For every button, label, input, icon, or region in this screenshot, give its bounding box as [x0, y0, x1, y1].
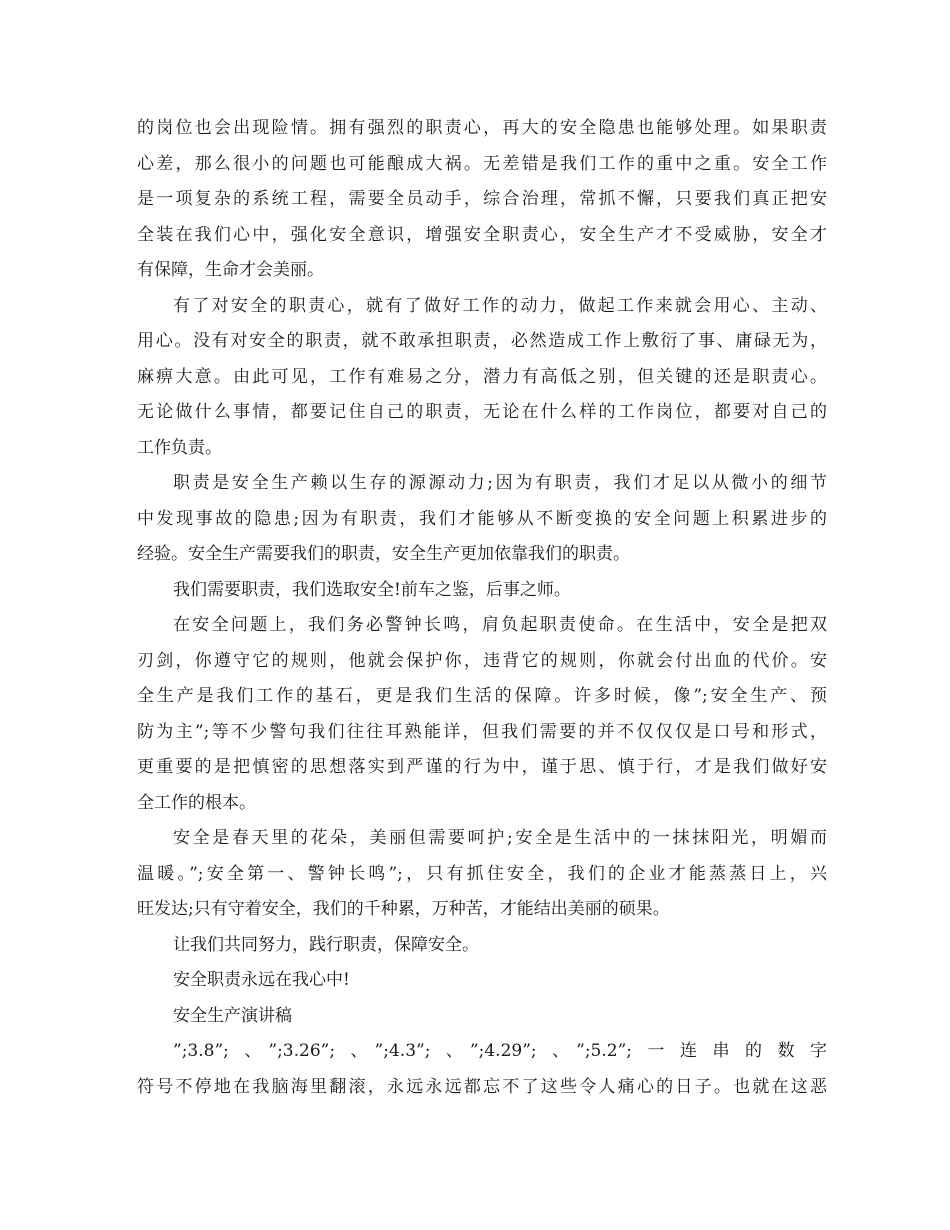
text-line: 全生产是我们工作的基石，更是我们生活的保障。许多时候，像”;安全生产、预 — [137, 686, 827, 706]
text-line: 安全是春天里的花朵，美丽但需要呵护;安全是生活中的一抹抹阳光，明媚而 — [173, 828, 827, 848]
text-line: 心差，那么很小的问题也可能酿成大祸。无差错是我们工作的重中之重。安全工作 — [137, 153, 827, 174]
text-line: 刃剑，你遵守它的规则，他就会保护你，违背它的规则，你就会付出血的代价。安 — [137, 650, 827, 671]
text-line: 全工作的根本。 — [137, 792, 256, 813]
text-line: 旺发达;只有守着安全，我们的千种累，万种苦，才能结出美丽的硕果。 — [137, 899, 670, 919]
text-line: 无论做什么事情，都要记住自己的职责，无论在什么样的工作岗位，都要对自己的 — [137, 402, 827, 422]
text-line: 中发现事故的隐患;因为有职责，我们才能够从不断变换的安全问题上积累进步的 — [137, 508, 827, 529]
text-line: 是一项复杂的系统工程，需要全员动手，综合治理，常抓不懈，只要我们真正把安 — [137, 189, 827, 209]
text-line: 全装在我们心中，强化安全意识，增强安全职责心，安全生产才不受威胁，安全才 — [137, 224, 827, 245]
text-line: 有保障，生命才会美丽。 — [137, 260, 324, 280]
text-line: 用心。没有对安全的职责，就不敢承担职责，必然造成工作上敷衍了事、庸碌无为， — [137, 331, 827, 351]
text-line: 让我们共同努力，践行职责，保障安全。 — [173, 934, 479, 955]
text-line: 安全生产演讲稿 — [173, 1005, 292, 1026]
text-line: ”;3.8”;、”;3.26”;、”;4.3”;、”;4.29”;、”;5.2”;一连串的数字 — [173, 1041, 827, 1061]
text-line: 我们需要职责，我们选取安全!前车之鉴，后事之师。 — [173, 579, 571, 600]
text-line: 更重要的是把慎密的思想落实到严谨的行为中，谨于思、慎于行，才是我们做好安 — [137, 757, 827, 777]
text-line: 麻痹大意。由此可见，工作有难易之分，潜力有高低之别，但关键的还是职责心。 — [137, 366, 827, 387]
text-line: 符号不停地在我脑海里翻滚，永远永远都忘不了这些令人痛心的日子。也就在这恶 — [137, 1076, 827, 1097]
text-line: 职责是安全生产赖以生存的源源动力;因为有职责，我们才足以从微小的细节 — [173, 473, 827, 493]
text-line: 经验。安全生产需要我们的职责，安全生产更加依靠我们的职责。 — [137, 544, 630, 564]
text-line: 温暖。”;安全第一、警钟长鸣”;，只有抓住安全，我们的企业才能蒸蒸日上，兴 — [137, 863, 827, 884]
text-line: 有了对安全的职责心，就有了做好工作的动力，做起工作来就会用心、主动、 — [173, 295, 827, 316]
text-line: 工作负责。 — [137, 437, 222, 458]
text-line: 防为主”;等不少警句我们往往耳熟能详，但我们需要的并不仅仅仅是口号和形式， — [137, 721, 827, 742]
text-line: 在安全问题上，我们务必警钟长鸣，肩负起职责使命。在生活中，安全是把双 — [173, 615, 827, 635]
text-line: 安全职责永远在我心中! — [173, 970, 350, 990]
document-body — [137, 111, 827, 1105]
text-line: 的岗位也会出现险情。拥有强烈的职责心，再大的安全隐患也能够处理。如果职责 — [137, 118, 827, 138]
